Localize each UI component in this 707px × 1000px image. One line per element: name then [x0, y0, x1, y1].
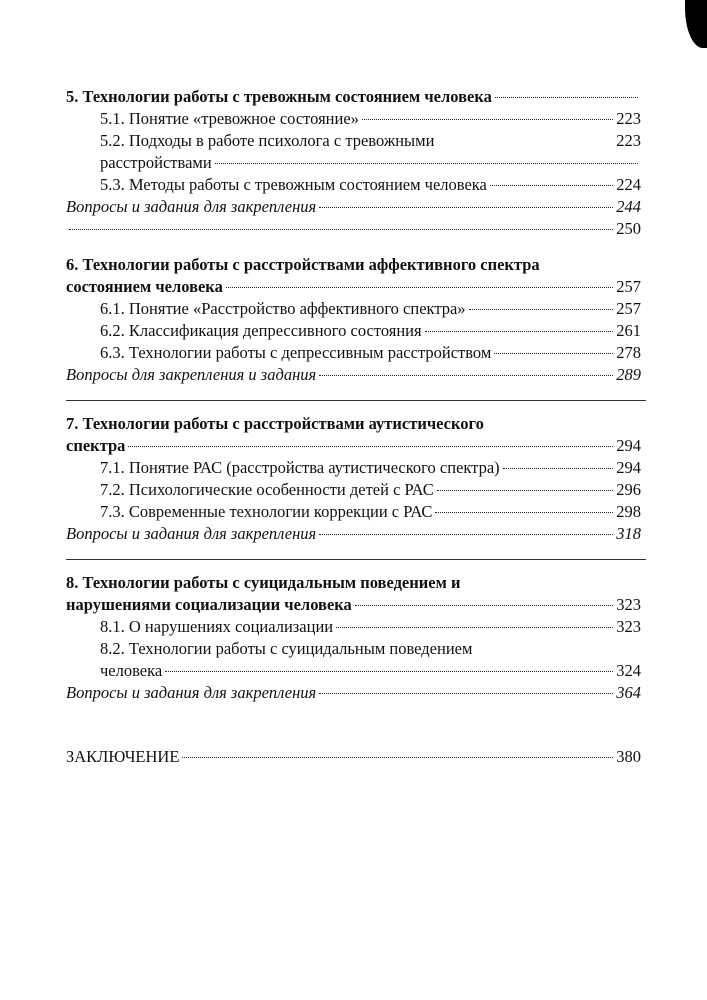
toc-entry-title: 6.1. Понятие «Расстройство аффективного спектра»: [100, 299, 466, 318]
toc-entry-continuation[interactable]: [66, 660, 641, 682]
toc-entry-title: 6.3. Технологии работы с депрессивным расстройством: [100, 343, 492, 362]
dot-leader: [128, 446, 613, 447]
dot-leader: [435, 512, 613, 513]
toc-entry-page: 278: [616, 343, 641, 362]
dot-leader: [425, 331, 614, 332]
toc-entry-title: 7.3. Современные технологии коррекции с РАС: [100, 502, 433, 521]
toc-entry[interactable]: [66, 174, 641, 196]
toc-entry-page: 223: [616, 131, 641, 150]
dot-leader: [336, 627, 613, 628]
toc-tasks-page: 318: [616, 524, 641, 543]
toc-entry-title: 5.1. Понятие «тревожное состояние»: [100, 109, 359, 128]
dot-leader: [69, 229, 613, 230]
toc-heading-8-line1[interactable]: 8. Технологии работы с суицидальным поведением и: [66, 573, 461, 592]
toc-entry[interactable]: [66, 342, 641, 364]
dot-leader: [226, 287, 613, 288]
dot-leader: [490, 185, 613, 186]
toc-entry[interactable]: [66, 320, 641, 342]
toc-entry-continuation[interactable]: [66, 152, 641, 174]
toc-heading-text: нарушениями социализации человека: [66, 595, 352, 614]
toc-entry[interactable]: [66, 501, 641, 523]
toc-conclusion-page: 380: [616, 747, 641, 766]
toc-entry[interactable]: [66, 616, 641, 638]
toc-heading-page: 294: [616, 436, 641, 455]
table-of-contents: [66, 86, 641, 768]
toc-tasks-entry[interactable]: [66, 682, 641, 704]
toc-tasks-title: Вопросы и задания для закрепления: [66, 197, 317, 216]
toc-entry-page: 223: [616, 109, 641, 128]
toc-entry-page: 298: [616, 502, 641, 521]
toc-heading-text: 5. Технологии работы с тревожным состоянием человека: [66, 87, 492, 106]
dot-leader: [182, 757, 613, 758]
toc-tasks-entry[interactable]: [66, 196, 641, 218]
toc-entry-page: 224: [616, 175, 641, 194]
dot-leader: [215, 163, 638, 164]
toc-conclusion[interactable]: [66, 746, 641, 768]
toc-tasks-page: 364: [616, 683, 641, 702]
dot-leader: [494, 353, 613, 354]
toc-entry[interactable]: [66, 457, 641, 479]
toc-tasks-page: 289: [616, 365, 641, 384]
toc-heading-page: 323: [616, 595, 641, 614]
toc-entry-title: 6.2. Классификация депрессивного состояния: [100, 321, 422, 340]
toc-entry-title: человека: [100, 661, 163, 680]
toc-entry-title: 5.2. Подходы в работе психолога с тревожными: [100, 131, 435, 150]
toc-heading-text: спектра: [66, 436, 126, 455]
toc-entry-page: 261: [616, 321, 641, 340]
toc-tasks-title: Вопросы и задания для закрепления: [66, 524, 317, 543]
dot-leader: [437, 490, 614, 491]
toc-tasks-page: 244: [616, 197, 641, 216]
section-divider: [66, 400, 646, 401]
toc-entry-title: 5.3. Методы работы с тревожным состоянием человека: [100, 175, 487, 194]
toc-entry[interactable]: [66, 108, 641, 130]
dot-leader: [469, 309, 614, 310]
dot-leader: [319, 375, 613, 376]
toc-section-7: [66, 413, 641, 545]
toc-entry-page: 294: [616, 458, 641, 477]
toc-entry[interactable]: [66, 298, 641, 320]
dot-leader: [319, 693, 613, 694]
toc-entry[interactable]: [66, 479, 641, 501]
toc-entry-title: 8.2. Технологии работы с суицидальным поведением: [100, 639, 473, 658]
page-corner-shadow: [685, 0, 707, 48]
toc-tasks-entry[interactable]: [66, 523, 641, 545]
toc-entry-page: 323: [616, 617, 641, 636]
toc-section-8: [66, 572, 641, 704]
dot-leader: [503, 468, 614, 469]
toc-heading-8[interactable]: [66, 594, 641, 616]
toc-entry-page: 296: [616, 480, 641, 499]
toc-heading-6[interactable]: [66, 276, 641, 298]
toc-entry-title: 7.2. Психологические особенности детей с РАС: [100, 480, 434, 499]
toc-section-5: [66, 86, 641, 240]
dot-leader: [319, 207, 613, 208]
toc-tasks-entry[interactable]: [66, 364, 641, 386]
toc-entry-title: 7.1. Понятие РАС (расстройства аутистического спектра): [100, 458, 500, 477]
toc-heading-page: 257: [616, 277, 641, 296]
toc-entry[interactable]: [66, 130, 641, 152]
toc-entry[interactable]: [66, 638, 641, 660]
toc-entry-title: расстройствами: [100, 153, 212, 172]
dot-leader: [165, 671, 613, 672]
toc-entry-page: 257: [616, 299, 641, 318]
toc-heading-6-line1[interactable]: 6. Технологии работы с расстройствами аффективного спектра: [66, 255, 540, 274]
toc-tasks-title: Вопросы и задания для закрепления: [66, 683, 317, 702]
dot-leader: [362, 119, 613, 120]
toc-extra-entry[interactable]: [66, 218, 641, 240]
dot-leader: [319, 534, 613, 535]
dot-leader: [495, 97, 638, 98]
section-divider: [66, 559, 646, 560]
toc-entry-title: 8.1. О нарушениях социализации: [100, 617, 334, 636]
dot-leader: [355, 605, 613, 606]
toc-tasks-title: Вопросы для закрепления и задания: [66, 365, 317, 384]
toc-conclusion-title: ЗАКЛЮЧЕНИЕ: [66, 747, 180, 766]
toc-heading-7-line1[interactable]: 7. Технологии работы с расстройствами аутистического: [66, 414, 484, 433]
toc-heading-7[interactable]: [66, 435, 641, 457]
toc-extra-page: 250: [616, 219, 641, 238]
toc-heading-5[interactable]: [66, 86, 641, 108]
toc-entry-page: 324: [616, 661, 641, 680]
toc-heading-text: состоянием человека: [66, 277, 223, 296]
toc-section-6: [66, 254, 641, 386]
